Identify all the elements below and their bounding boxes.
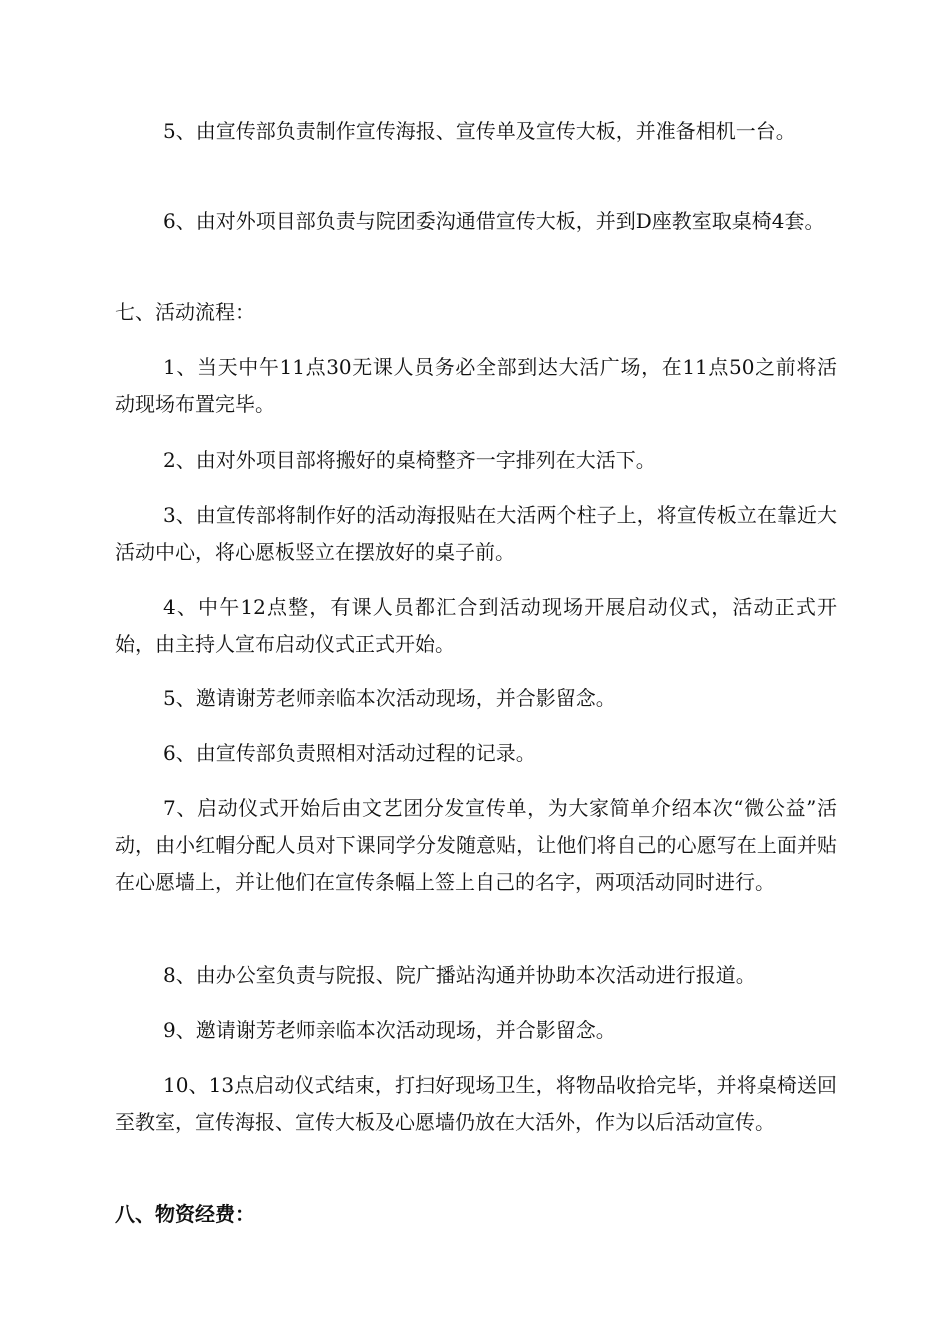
flow-step-3: 3、由宣传部将制作好的活动海报贴在大活两个柱子上，将宣传板立在靠近大活动中心，将心愿板竖立在摆放好的桌子前。 [115, 503, 837, 564]
flow-step-8: 8、由办公室负责与院报、院广播站沟通并协助本次活动进行报道。 [163, 963, 756, 987]
flow-step-2: 2、由对外项目部将搬好的桌椅整齐一字排列在大活下。 [163, 448, 656, 472]
paragraph-item-6-external: 6、由对外项目部负责与院团委沟通借宣传大板，并到D座教室取桌椅4套。 [163, 209, 825, 233]
flow-step-4: 4、中午12点整，有课人员都汇合到活动现场开展启动仪式，活动正式开始，由主持人宣布启动仪式正式开始。 [115, 595, 837, 656]
section-heading-activity-flow: 七、活动流程： [115, 300, 255, 324]
flow-step-6: 6、由宣传部负责照相对活动过程的记录。 [163, 741, 536, 765]
paragraph-item-5-publicity: 5、由宣传部负责制作宣传海报、宣传单及宣传大板，并准备相机一台。 [163, 119, 796, 143]
flow-step-5: 5、邀请谢芳老师亲临本次活动现场，并合影留念。 [163, 686, 616, 710]
section-heading-materials-budget: 八、物资经费： [115, 1202, 255, 1226]
flow-step-10: 10、13点启动仪式结束，打扫好现场卫生，将物品收拾完毕，并将桌椅送回至教室，宣传海报、宣传大板及心愿墙仍放在大活外，作为以后活动宣传。 [115, 1073, 837, 1134]
flow-step-7: 7、启动仪式开始后由文艺团分发宣传单，为大家简单介绍本次“微公益”活动，由小红帽分配人员对下课同学分发随意贴，让他们将自己的心愿写在上面并贴在心愿墙上，并让他们在宣传条幅上签上自己的名字，两项活动同时进行。 [115, 796, 837, 894]
flow-step-9: 9、邀请谢芳老师亲临本次活动现场，并合影留念。 [163, 1018, 616, 1042]
flow-step-1: 1、当天中午11点30无课人员务必全部到达大活广场，在11点50之前将活动现场布置完毕。 [115, 355, 837, 416]
